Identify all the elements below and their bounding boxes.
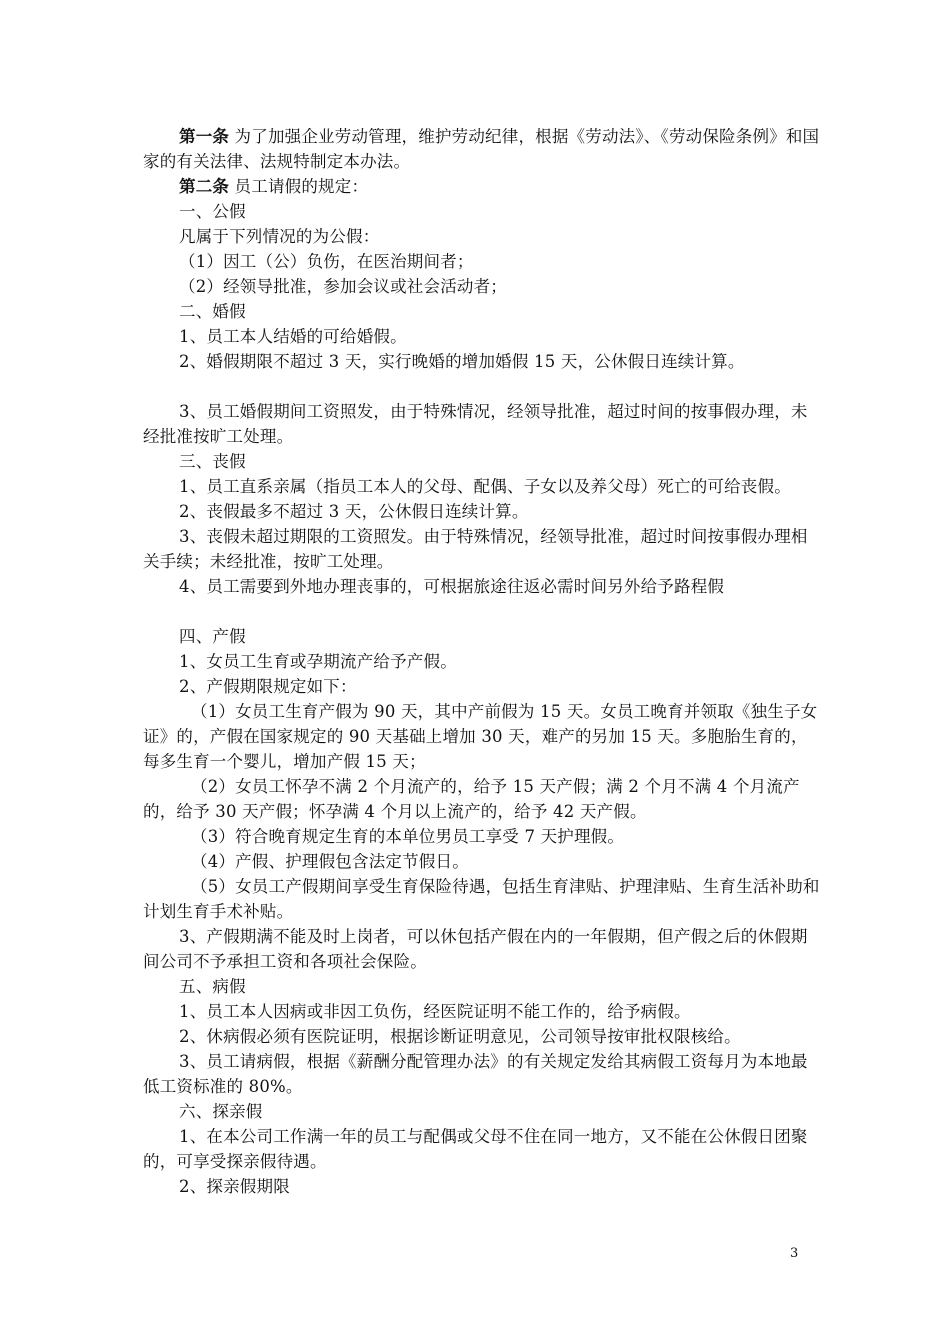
sub-list-item: （4）产假、护理假包含法定节假日。 (191, 852, 469, 871)
list-item: 3、丧假未超过期限的工资照发。由于特殊情况，经领导批准，超过时间按事假办理相关手续；未经批准，按旷工处理。 (143, 527, 808, 571)
sub-list-item: （2）女员工怀孕不满 2 个月流产的，给予 15 天产假；满 2 个月不满 4 个月流产的，给予 30 天产假；怀孕满 4 个月以上流产的，给予 42 天产假。 (143, 777, 800, 821)
sub-list-item: （3）符合晚育规定生育的本单位男员工享受 7 天护理假。 (191, 827, 625, 846)
section-heading: 一、公假 (179, 202, 246, 221)
article-1-text: 为了加强企业劳动管理，维护劳动纪律，根据《劳动法》、《劳动保险条例》和国家的有关法律、法规特制定本办法。 (143, 127, 820, 171)
list-item: 1、女员工生育或孕期流产给予产假。 (179, 652, 457, 671)
article-1-label: 第一条 (179, 127, 230, 146)
list-item: 2、探亲假期限 (179, 1177, 290, 1196)
list-item: 4、员工需要到外地办理丧事的，可根据旅途往返必需时间另外给予路程假 (179, 577, 725, 596)
list-item: 1、员工直系亲属（指员工本人的父母、配偶、子女以及养父母）死亡的可给丧假。 (179, 477, 791, 496)
list-item: 1、员工本人因病或非因工负伤，经医院证明不能工作的，给予病假。 (179, 1002, 691, 1021)
list-item: 2、丧假最多不超过 3 天，公休假日连续计算。 (179, 502, 529, 521)
list-item: 3、产假期满不能及时上岗者，可以休包括产假在内的一年假期，但产假之后的休假期间公司不予承担工资和各项社会保险。 (143, 927, 808, 971)
section-heading: 三、丧假 (179, 452, 246, 471)
list-item: 3、员工请病假，根据《薪酬分配管理办法》的有关规定发给其病假工资每月为本地最低工资标准的 80%。 (143, 1052, 808, 1096)
paragraph: 凡属于下列情况的为公假： (179, 227, 380, 246)
section-heading: 五、病假 (179, 977, 246, 996)
section-heading: 六、探亲假 (179, 1102, 263, 1121)
list-item: 1、员工本人结婚的可给婚假。 (179, 327, 407, 346)
list-item: （1）因工（公）负伤，在医治期间者； (179, 252, 474, 271)
document-body (143, 124, 823, 1199)
blank-line (143, 599, 823, 624)
list-item: 2、休病假必须有医院证明，根据诊断证明意见，公司领导按审批权限核给。 (179, 1027, 741, 1046)
list-item: （2）经领导批准，参加会议或社会活动者； (179, 277, 507, 296)
sub-list-item: （1）女员工生育产假为 90 天，其中产前假为 15 天。女员工晚育并领取《独生子女证》的，产假在国家规定的 90 天基础上增加 30 天，难产的另加 15 天。多胞胎生育的，每多生育一个婴儿，增加产假 15 天； (143, 702, 818, 771)
list-item: 3、员工婚假期间工资照发，由于特殊情况，经领导批准，超过时间的按事假办理，未经批准按旷工处理。 (143, 402, 808, 446)
section-heading: 四、产假 (179, 627, 246, 646)
article-2-label: 第二条 (179, 177, 230, 196)
article-2 (143, 174, 823, 199)
list-item: 2、产假期限规定如下： (179, 677, 357, 696)
list-item: 2、婚假期限不超过 3 天，实行晚婚的增加婚假 15 天，公休假日连续计算。 (179, 352, 745, 371)
blank-line (143, 374, 823, 399)
article-1 (143, 124, 823, 174)
list-item: 1、在本公司工作满一年的员工与配偶或父母不住在同一地方，又不能在公休假日团聚的，可享受探亲假待遇。 (143, 1127, 808, 1171)
section-heading: 二、婚假 (179, 302, 246, 321)
article-2-text: 员工请假的规定： (229, 177, 369, 196)
sub-list-item: （5）女员工产假期间享受生育保险待遇，包括生育津贴、护理津贴、生育生活补助和计划生育手术补贴。 (143, 877, 820, 921)
page-number: 3 (790, 1246, 799, 1261)
